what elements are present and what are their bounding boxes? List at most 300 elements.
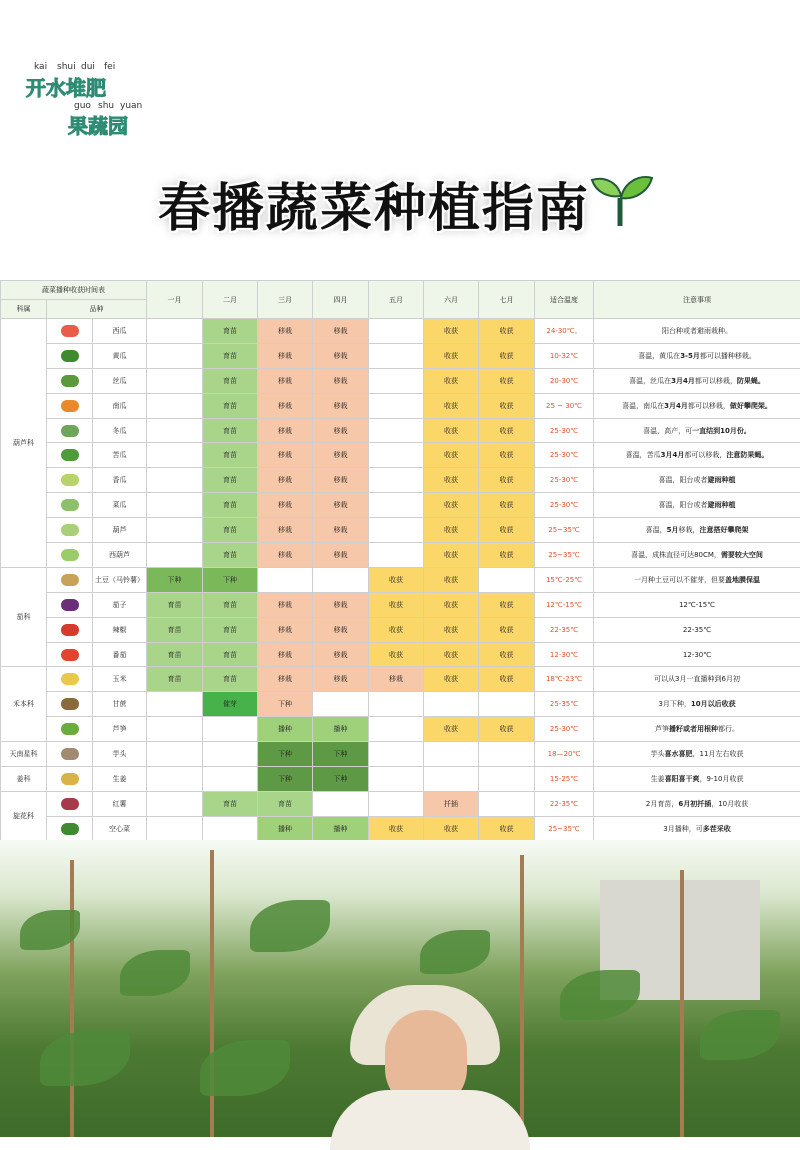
note-cell: 12℃-15℃ [594, 592, 800, 617]
month-cell: 育苗 [203, 343, 258, 368]
month-cell: 收获 [424, 468, 479, 493]
vegetable-image-cell [47, 742, 93, 767]
month-cell [203, 767, 258, 792]
month-cell [369, 543, 424, 568]
table-row [1, 443, 800, 468]
month-cell [369, 368, 424, 393]
temperature-header: 适合温度 [535, 281, 594, 319]
variety-cell: 玉米 [93, 667, 147, 692]
table-row [1, 592, 800, 617]
month-cell: 收获 [424, 592, 479, 617]
note-cell: 喜温，南瓜在3月4月都可以移栽，做好攀爬架。 [594, 393, 800, 418]
month-cell: 移栽 [258, 468, 313, 493]
month-cell: 移栽 [313, 319, 369, 344]
table-row [1, 692, 800, 717]
month-cell: 收获 [424, 667, 479, 692]
month-cell: 移栽 [313, 468, 369, 493]
month-cell: 移栽 [313, 418, 369, 443]
variety-cell: 西瓜 [93, 319, 147, 344]
sugarcane-icon [61, 698, 79, 710]
month-cell: 收获 [479, 816, 535, 841]
family-cell: 禾本科 [1, 667, 47, 742]
variety-cell: 西葫芦 [93, 543, 147, 568]
loofah-icon [61, 375, 79, 387]
month-cell: 移栽 [369, 667, 424, 692]
leaf [560, 970, 640, 1020]
month-header: 五月 [369, 281, 424, 319]
month-cell: 移栽 [313, 543, 369, 568]
month-cell [147, 742, 203, 767]
bitter-melon-icon [61, 449, 79, 461]
asparagus-icon [61, 723, 79, 735]
month-cell: 收获 [424, 368, 479, 393]
variety-cell: 丝瓜 [93, 368, 147, 393]
month-cell: 下种 [258, 692, 313, 717]
variety-cell: 番茄 [93, 642, 147, 667]
month-cell: 收获 [424, 617, 479, 642]
month-cell [479, 742, 535, 767]
table-row [1, 742, 800, 767]
sprout-icon [590, 168, 654, 228]
month-cell: 收获 [424, 393, 479, 418]
title-block [150, 166, 670, 236]
tomato-icon [61, 649, 79, 661]
month-cell: 收获 [424, 816, 479, 841]
logo-line2: 果蔬园 [68, 110, 128, 139]
note-cell: 喜温，高产，可一直结到10月份。 [594, 418, 800, 443]
table-row [1, 418, 800, 443]
month-cell: 收获 [424, 642, 479, 667]
month-header: 七月 [479, 281, 535, 319]
vegetable-image-cell [47, 393, 93, 418]
month-cell: 移栽 [258, 667, 313, 692]
table-row [1, 617, 800, 642]
month-cell: 移栽 [258, 518, 313, 543]
month-cell: 播种 [258, 816, 313, 841]
table-row [1, 343, 800, 368]
month-cell: 育苗 [203, 543, 258, 568]
vegetable-image-cell [47, 518, 93, 543]
month-cell: 收获 [479, 543, 535, 568]
note-cell: 一月种土豆可以不催芽，但要盖地膜保温 [594, 567, 800, 592]
note-cell: 喜温，阳台或者避雨种植 [594, 468, 800, 493]
month-cell [313, 692, 369, 717]
month-cell: 移栽 [313, 368, 369, 393]
month-cell: 收获 [369, 642, 424, 667]
month-header: 六月 [424, 281, 479, 319]
planting-schedule-table [0, 280, 800, 842]
vegetable-image-cell [47, 368, 93, 393]
variety-cell: 甘蔗 [93, 692, 147, 717]
temperature-cell: 25-35℃ [535, 692, 594, 717]
cucumber-icon [61, 350, 79, 362]
vegetable-image-cell [47, 791, 93, 816]
month-cell: 收获 [479, 368, 535, 393]
vegetable-image-cell [47, 617, 93, 642]
month-cell: 收获 [479, 617, 535, 642]
month-cell: 育苗 [147, 642, 203, 667]
note-cell: 阳台种或者避雨栽种。 [594, 319, 800, 344]
month-cell [147, 393, 203, 418]
month-cell: 移栽 [258, 368, 313, 393]
snake-melon-icon [61, 499, 79, 511]
month-cell: 收获 [369, 567, 424, 592]
temperature-cell: 22-35℃ [535, 617, 594, 642]
month-cell: 移栽 [313, 642, 369, 667]
month-cell: 收获 [479, 319, 535, 344]
month-cell: 育苗 [203, 393, 258, 418]
month-cell: 下种 [147, 567, 203, 592]
month-cell [147, 791, 203, 816]
month-cell [479, 791, 535, 816]
month-cell: 育苗 [203, 642, 258, 667]
month-header: 三月 [258, 281, 313, 319]
table-body [1, 319, 800, 842]
taro-icon [61, 748, 79, 760]
month-cell: 移栽 [258, 418, 313, 443]
family-cell: 葫芦科 [1, 319, 47, 568]
month-cell: 育苗 [203, 617, 258, 642]
note-cell: 12-30℃ [594, 642, 800, 667]
month-cell: 播种 [313, 717, 369, 742]
variety-cell: 南瓜 [93, 393, 147, 418]
temperature-cell: 25~35℃ [535, 543, 594, 568]
logo-pinyin: shu [98, 101, 114, 111]
vegetable-image-cell [47, 343, 93, 368]
month-cell [313, 567, 369, 592]
variety-cell: 生姜 [93, 767, 147, 792]
family-cell: 天南星科 [1, 742, 47, 767]
trellis-pole [520, 855, 524, 1137]
month-cell [313, 791, 369, 816]
month-cell: 移栽 [313, 443, 369, 468]
month-cell: 移栽 [258, 592, 313, 617]
table-row [1, 393, 800, 418]
table-row [1, 567, 800, 592]
month-cell: 收获 [369, 816, 424, 841]
month-cell [369, 443, 424, 468]
month-cell: 收获 [424, 567, 479, 592]
month-cell: 收获 [479, 418, 535, 443]
brand-logo [24, 58, 174, 142]
table-row [1, 667, 800, 692]
month-header: 二月 [203, 281, 258, 319]
month-cell: 移栽 [258, 443, 313, 468]
variety-cell: 菜瓜 [93, 493, 147, 518]
month-cell: 收获 [479, 443, 535, 468]
table-row [1, 816, 800, 841]
month-cell: 育苗 [203, 319, 258, 344]
variety-cell: 黄瓜 [93, 343, 147, 368]
month-cell: 育苗 [203, 592, 258, 617]
table-row [1, 319, 800, 344]
variety-cell: 辣椒 [93, 617, 147, 642]
month-cell: 移栽 [258, 617, 313, 642]
month-cell [479, 567, 535, 592]
logo-pinyin: dui [81, 62, 95, 72]
month-cell [147, 343, 203, 368]
month-cell [203, 816, 258, 841]
logo-pinyin: shui [57, 62, 76, 72]
variety-cell: 茄子 [93, 592, 147, 617]
month-cell [369, 742, 424, 767]
note-cell: 3月播种，可多茬采收 [594, 816, 800, 841]
vegetable-image-cell [47, 443, 93, 468]
month-cell: 移栽 [313, 493, 369, 518]
month-cell: 下种 [258, 742, 313, 767]
month-cell [147, 717, 203, 742]
variety-cell: 土豆（马铃薯） [93, 567, 147, 592]
variety-cell: 芦笋 [93, 717, 147, 742]
month-cell: 收获 [369, 617, 424, 642]
month-cell: 收获 [424, 518, 479, 543]
month-cell [147, 816, 203, 841]
month-cell: 育苗 [203, 368, 258, 393]
month-cell: 播种 [313, 816, 369, 841]
month-cell [203, 742, 258, 767]
month-cell [369, 692, 424, 717]
month-cell: 扦插 [424, 791, 479, 816]
note-cell: 22-35℃ [594, 617, 800, 642]
note-cell: 3月下种，10月以后收获 [594, 692, 800, 717]
temperature-cell: 18℃-23℃ [535, 667, 594, 692]
corn-icon [61, 673, 79, 685]
month-cell: 收获 [479, 468, 535, 493]
month-cell: 收获 [424, 319, 479, 344]
month-cell: 收获 [424, 493, 479, 518]
leaf [420, 930, 490, 974]
month-cell: 移栽 [258, 393, 313, 418]
trellis-pole [70, 860, 74, 1137]
month-cell [479, 692, 535, 717]
temperature-cell: 24-30℃。 [535, 319, 594, 344]
table-row [1, 543, 800, 568]
vegetable-image-cell [47, 667, 93, 692]
variety-cell: 红薯 [93, 791, 147, 816]
table-row [1, 767, 800, 792]
temperature-cell: 15-25℃ [535, 767, 594, 792]
month-cell: 育苗 [147, 617, 203, 642]
month-cell: 移栽 [258, 493, 313, 518]
month-cell: 下种 [258, 767, 313, 792]
temperature-cell: 25-30℃ [535, 443, 594, 468]
month-cell [369, 343, 424, 368]
month-cell [369, 791, 424, 816]
family-cell: 旋花科 [1, 791, 47, 841]
month-cell: 播种 [258, 717, 313, 742]
note-cell: 喜温，黄瓜在3-5月都可以播种移栽。 [594, 343, 800, 368]
month-cell: 催芽 [203, 692, 258, 717]
table-row [1, 468, 800, 493]
month-cell [369, 468, 424, 493]
leaf [700, 1010, 780, 1060]
temperature-cell: 12℃-15℃ [535, 592, 594, 617]
family-cell: 茄科 [1, 567, 47, 667]
eggplant-icon [61, 599, 79, 611]
ginger-icon [61, 773, 79, 785]
month-cell [147, 368, 203, 393]
temperature-cell: 25-30℃ [535, 468, 594, 493]
month-cell: 收获 [424, 717, 479, 742]
month-cell: 育苗 [203, 518, 258, 543]
month-cell [147, 443, 203, 468]
note-cell: 芦笋播籽或者用根种都行。 [594, 717, 800, 742]
month-cell [147, 518, 203, 543]
table-row [1, 717, 800, 742]
month-cell: 收获 [424, 343, 479, 368]
table-row [1, 518, 800, 543]
month-cell [424, 692, 479, 717]
month-cell [147, 319, 203, 344]
temperature-cell: 25-30℃ [535, 418, 594, 443]
vegetable-image-cell [47, 642, 93, 667]
logo-pinyin: kai [34, 62, 47, 72]
note-cell: 喜温，苦瓜3月4月都可以移栽，注意防果蝇。 [594, 443, 800, 468]
temperature-cell: 25~35℃ [535, 816, 594, 841]
note-cell: 生姜喜阳喜干爽，9-10月收获 [594, 767, 800, 792]
temperature-cell: 25~35℃ [535, 518, 594, 543]
month-cell: 收获 [479, 393, 535, 418]
table-caption: 蔬菜播种收获时间表 [1, 281, 147, 300]
month-cell: 育苗 [147, 592, 203, 617]
note-cell: 喜温，成株直径可达80CM，需要较大空间 [594, 543, 800, 568]
month-cell [369, 393, 424, 418]
month-cell [203, 717, 258, 742]
vegetable-image-cell [47, 468, 93, 493]
vegetable-image-cell [47, 592, 93, 617]
month-cell [147, 543, 203, 568]
month-cell [147, 493, 203, 518]
month-cell: 收获 [424, 543, 479, 568]
zucchini-icon [61, 549, 79, 561]
logo-pinyin: yuan [120, 101, 142, 111]
temperature-cell: 25-30℃ [535, 493, 594, 518]
note-cell: 喜温，丝瓜在3月4月都可以移栽，防果蝇。 [594, 368, 800, 393]
logo-line1: 开水堆肥 [26, 72, 106, 101]
potato-icon [61, 574, 79, 586]
leaf [250, 900, 330, 952]
melon-icon [61, 474, 79, 486]
month-cell: 收获 [369, 592, 424, 617]
month-cell: 育苗 [147, 667, 203, 692]
family-cell: 姜科 [1, 767, 47, 792]
month-cell [147, 767, 203, 792]
month-cell [147, 418, 203, 443]
month-cell: 移栽 [313, 343, 369, 368]
month-cell: 育苗 [203, 667, 258, 692]
notes-header: 注意事项 [594, 281, 800, 319]
month-cell: 移栽 [313, 667, 369, 692]
temperature-cell: 18—20℃ [535, 742, 594, 767]
month-cell: 移栽 [258, 543, 313, 568]
month-cell: 育苗 [203, 468, 258, 493]
month-cell [369, 418, 424, 443]
month-cell [369, 518, 424, 543]
month-cell: 收获 [424, 418, 479, 443]
variety-cell: 冬瓜 [93, 418, 147, 443]
month-cell: 育苗 [203, 418, 258, 443]
temperature-cell: 25 ~ 30℃ [535, 393, 594, 418]
temperature-cell: 20-30℃ [535, 368, 594, 393]
variety-cell: 空心菜 [93, 816, 147, 841]
month-cell: 收获 [479, 343, 535, 368]
month-cell [369, 767, 424, 792]
page-title: 春播蔬菜种植指南 [158, 166, 590, 241]
month-cell: 下种 [203, 567, 258, 592]
leaf [120, 950, 190, 996]
month-cell: 收获 [479, 493, 535, 518]
vegetable-image-cell [47, 543, 93, 568]
month-cell: 育苗 [203, 791, 258, 816]
person-shirt [330, 1090, 530, 1150]
vegetable-image-cell [47, 319, 93, 344]
variety-cell: 芋头 [93, 742, 147, 767]
month-cell [258, 567, 313, 592]
month-cell [369, 717, 424, 742]
month-cell: 收获 [479, 518, 535, 543]
pumpkin-icon [61, 400, 79, 412]
vegetable-image-cell [47, 493, 93, 518]
month-cell: 移栽 [313, 393, 369, 418]
month-cell [369, 493, 424, 518]
temperature-cell: 25-30℃ [535, 717, 594, 742]
month-cell [147, 692, 203, 717]
month-cell: 收获 [479, 717, 535, 742]
month-cell: 下种 [313, 767, 369, 792]
month-cell: 育苗 [203, 443, 258, 468]
month-cell: 移栽 [258, 642, 313, 667]
variety-cell: 香瓜 [93, 468, 147, 493]
note-cell: 喜温，5月移栽，注意搭好攀爬架 [594, 518, 800, 543]
gourd-icon [61, 524, 79, 536]
temperature-cell: 22-35℃ [535, 791, 594, 816]
logo-pinyin: fei [104, 62, 115, 72]
wax-gourd-icon [61, 425, 79, 437]
month-cell: 移栽 [258, 343, 313, 368]
vegetable-image-cell [47, 418, 93, 443]
leaf [40, 1030, 130, 1086]
vegetable-image-cell [47, 717, 93, 742]
month-cell: 育苗 [258, 791, 313, 816]
month-cell: 收获 [479, 592, 535, 617]
temperature-cell: 12-30℃ [535, 642, 594, 667]
month-cell [369, 319, 424, 344]
month-header: 四月 [313, 281, 369, 319]
table-row [1, 493, 800, 518]
note-cell: 喜温，阳台或者避雨种植 [594, 493, 800, 518]
vegetable-image-cell [47, 567, 93, 592]
month-cell: 收获 [479, 642, 535, 667]
water-spinach-icon [61, 823, 79, 835]
trellis-pole [680, 870, 684, 1137]
month-cell [424, 767, 479, 792]
variety-header: 品种 [47, 300, 147, 319]
table-row [1, 642, 800, 667]
month-cell [424, 742, 479, 767]
note-cell: 可以从3月一直播种到6月初 [594, 667, 800, 692]
month-cell: 移栽 [313, 617, 369, 642]
month-cell: 收获 [424, 443, 479, 468]
vegetable-image-cell [47, 767, 93, 792]
table-row [1, 368, 800, 393]
chili-icon [61, 624, 79, 636]
family-header: 科属 [1, 300, 47, 319]
month-cell: 育苗 [203, 493, 258, 518]
month-cell: 移栽 [258, 319, 313, 344]
month-cell: 下种 [313, 742, 369, 767]
month-cell: 移栽 [313, 592, 369, 617]
variety-cell: 苦瓜 [93, 443, 147, 468]
